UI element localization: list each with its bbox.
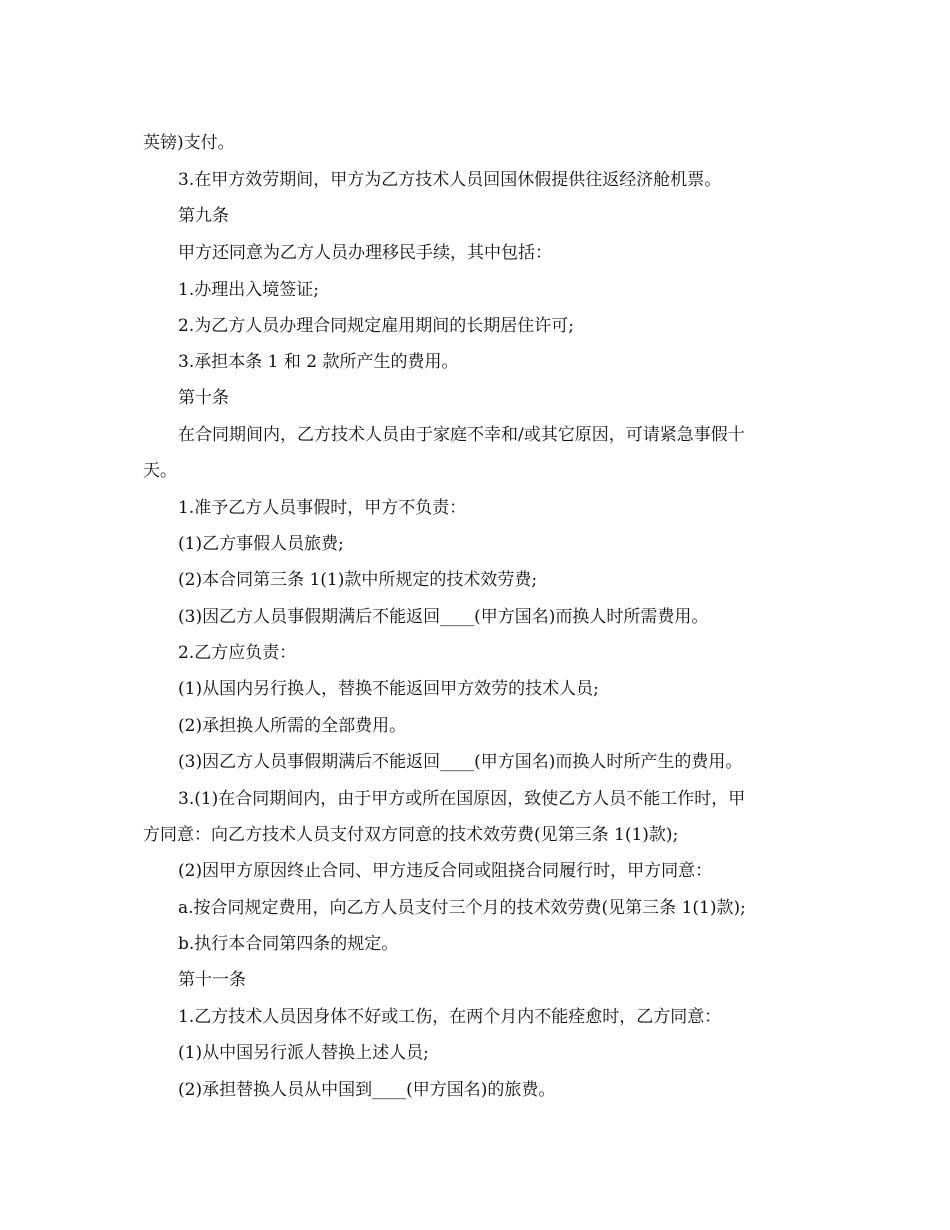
text-line: 3.(1)在合同期间内，由于甲方或所在国原因，致使乙方人员不能工作时，甲 — [178, 789, 746, 809]
text-line: 在合同期间内，乙方技术人员由于家庭不幸和/或其它原因，可请紧急事假十 — [178, 425, 745, 445]
text-line: b.执行本合同第四条的规定。 — [178, 934, 399, 954]
text-line: (1)乙方事假人员旅费; — [178, 534, 344, 554]
text-line: 3.承担本条 1 和 2 款所产生的费用。 — [178, 352, 459, 372]
text-line: 2.乙方应负责： — [178, 643, 297, 663]
text-line: 1.乙方技术人员因身体不好或工伤，在两个月内不能痊愈时，乙方同意： — [178, 1007, 722, 1027]
text-line: 天。 — [143, 461, 177, 481]
text-line: (2)本合同第三条 1(1)款中所规定的技术效劳费; — [178, 570, 538, 590]
text-line: 1.准予乙方人员事假时，甲方不负责： — [178, 498, 467, 518]
text-line: 甲方还同意为乙方人员办理移民手续，其中包括： — [178, 243, 552, 263]
text-line: 英镑)支付。 — [143, 133, 235, 153]
section-heading: 第九条 — [178, 206, 229, 226]
text-line: (3)因乙方人员事假期满后不能返回____(甲方国名)而换人时所需费用。 — [178, 607, 709, 627]
text-line: 3.在甲方效劳期间，甲方为乙方技术人员回国休假提供往返经济舱机票。 — [178, 170, 722, 190]
section-heading: 第十一条 — [178, 970, 246, 990]
text-line: (1)从中国另行派人替换上述人员; — [178, 1043, 429, 1063]
text-line: (2)承担换人所需的全部费用。 — [178, 716, 407, 736]
text-line: 方同意：向乙方技术人员支付双方同意的技术效劳费(见第三条 1(1)款); — [143, 825, 679, 845]
text-line: (2)因甲方原因终止合同、甲方违反合同或阻挠合同履行时，甲方同意： — [178, 861, 713, 881]
text-line: 1.办理出入境签证; — [178, 280, 319, 300]
text-line: (3)因乙方人员事假期满后不能返回____(甲方国名)而换人时所产生的费用。 — [178, 752, 743, 772]
text-line: 2.为乙方人员办理合同规定雇用期间的长期居住许可; — [178, 316, 574, 336]
text-line: a.按合同规定费用，向乙方人员支付三个月的技术效劳费(见第三条 1(1)款); — [178, 898, 746, 918]
text-line: (2)承担替换人员从中国到____(甲方国名)的旅费。 — [178, 1080, 556, 1100]
section-heading: 第十条 — [178, 388, 229, 408]
text-line: (1)从国内另行换人，替换不能返回甲方效劳的技术人员; — [178, 679, 599, 699]
